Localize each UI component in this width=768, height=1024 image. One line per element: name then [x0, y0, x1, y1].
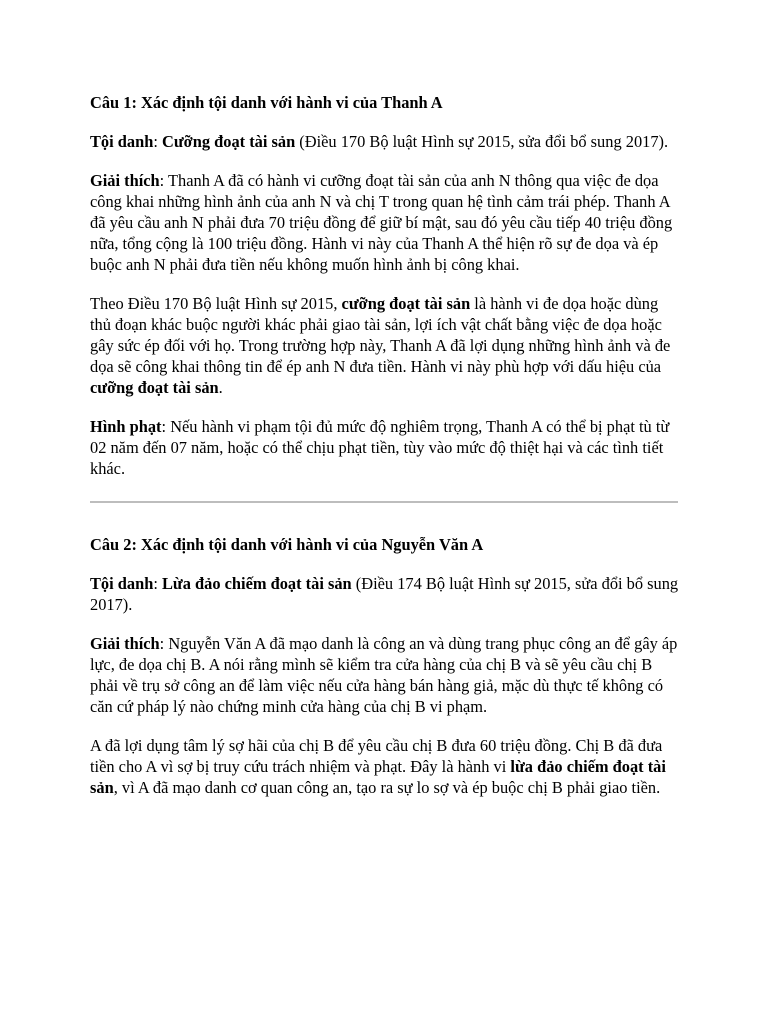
q1-crime-name: Cưỡng đoạt tài sản: [161, 132, 296, 151]
q1-law-term: cưỡng đoạt tài sản: [341, 294, 471, 313]
q1-penalty-label: Hình phạt: [90, 417, 162, 436]
q2-analysis-term: lừa đảo chiếm đoạt tài sản: [90, 757, 666, 797]
q1-crime-note: (Điều 170 Bộ luật Hình sự 2015, sửa đổi bổ sung 2017).: [295, 132, 669, 151]
q2-crime-label: Tội danh: [90, 574, 154, 593]
q1-law-end: .: [218, 378, 223, 397]
question-2-section: [90, 534, 680, 798]
question-1-section: [90, 92, 680, 479]
q2-crime-colon: :: [153, 574, 162, 593]
q2-crime-paragraph: [90, 573, 680, 615]
q1-law-pre: Theo Điều 170 Bộ luật Hình sự 2015,: [90, 294, 342, 313]
q1-law-mid: là hành vi đe dọa hoặc dùng thủ đoạn khác buộc người khác phải giao tài sản, lợi ích vật chất bằng việc đe dọa hoặc gây sức ép đối với họ. Trong trường hợp này, Thanh A đã lợi dụng những hình ảnh và đe dọa sẽ công khai thông tin để ép anh N đưa tiền. Hành vi này phù hợp với dấu hiệu của: [90, 294, 671, 376]
q1-crime-colon: :: [153, 132, 162, 151]
q1-penalty-colon: :: [161, 417, 171, 436]
q1-penalty-paragraph: [90, 416, 680, 479]
q2-explanation-paragraph: [90, 633, 680, 717]
q1-explanation-label: Giải thích: [90, 171, 160, 190]
question-1-heading: Câu 1: Xác định tội danh với hành vi của Thanh A: [90, 93, 443, 112]
q1-crime-paragraph: [90, 131, 680, 152]
q1-law-term2: cưỡng đoạt tài sản: [90, 378, 219, 397]
q2-explanation-text: Nguyễn Văn A đã mạo danh là công an và dùng trang phục công an để gây áp lực, đe dọa chị B. A nói rằng mình sẽ kiểm tra cửa hàng của chị B và sẽ yêu cầu chị B phải về trụ sở công an để làm việc nếu cửa hàng bán hàng giả, mặc dù thực tế không có căn cứ pháp lý nào chứng minh cửa hàng của chị B vi phạm.: [90, 634, 678, 716]
q1-explanation-colon: :: [159, 171, 169, 190]
q2-crime-note: (Điều 174 Bộ luật Hình sự 2015, sửa đổi bổ sung 2017).: [90, 574, 679, 614]
q2-explanation-label: Giải thích: [90, 634, 160, 653]
q1-crime-label: Tội danh: [90, 132, 154, 151]
q2-analysis-pre: A đã lợi dụng tâm lý sợ hãi của chị B để yêu cầu chị B đưa 60 triệu đồng. Chị B đã đưa tiền cho A vì sợ bị truy cứu trách nhiệm và phạt. Đây là hành vi: [90, 736, 663, 776]
q1-explanation-paragraph: [90, 170, 680, 275]
q2-explanation-colon: :: [159, 634, 169, 653]
question-2-heading: Câu 2: Xác định tội danh với hành vi của Nguyễn Văn A: [90, 535, 484, 554]
q1-law-paragraph: [90, 293, 680, 398]
q2-crime-name: Lừa đảo chiếm đoạt tài sản: [161, 574, 352, 593]
document-page: [90, 92, 680, 816]
q2-analysis-end: , vì A đã mạo danh cơ quan công an, tạo ra sự lo sợ và ép buộc chị B phải giao tiền.: [113, 778, 661, 797]
q2-analysis-paragraph: [90, 735, 680, 798]
q1-penalty-text: Nếu hành vi phạm tội đủ mức độ nghiêm trọng, Thanh A có thể bị phạt tù từ 02 năm đến 07 năm, hoặc có thể chịu phạt tiền, tùy vào mức độ thiệt hại và các tình tiết khác.: [90, 417, 670, 478]
section-divider: [90, 501, 678, 503]
q1-explanation-text: Thanh A đã có hành vi cưỡng đoạt tài sản của anh N thông qua việc đe dọa công khai những hình ảnh của anh N và chị T trong quan hệ tình cảm trái phép. Thanh A đã yêu cầu anh N phải đưa 70 triệu đồng để giữ bí mật, sau đó yêu cầu tiếp 40 triệu đồng nữa, tổng cộng là 100 triệu đồng. Hành vi này của Thanh A thể hiện rõ sự đe dọa và ép buộc anh N phải đưa tiền nếu không muốn hình ảnh bị công khai.: [90, 171, 673, 274]
